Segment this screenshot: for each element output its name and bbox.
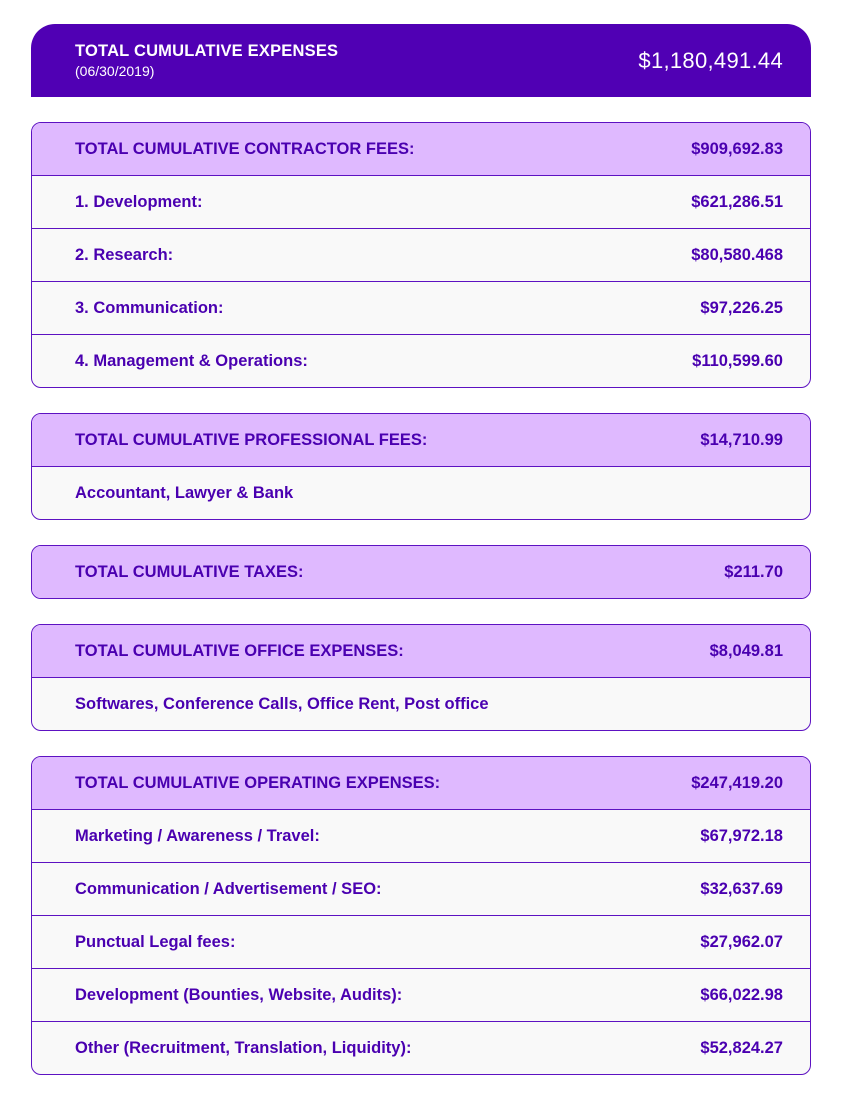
total-expenses-header (31, 24, 811, 97)
row-value: $110,599.60 (692, 351, 783, 370)
table-row (32, 228, 810, 281)
professional-fees-section (31, 413, 811, 520)
operating-expenses-section (31, 756, 811, 1075)
row-label: Other (Recruitment, Translation, Liquidity): (75, 1038, 412, 1057)
row-value: $27,962.07 (700, 932, 783, 951)
table-row (32, 334, 810, 387)
table-row (32, 1021, 810, 1074)
contractor-fees-section (31, 122, 811, 388)
row-value: $67,972.18 (700, 826, 783, 845)
row-value: $621,286.51 (691, 192, 783, 211)
row-label: 3. Communication: (75, 298, 224, 317)
row-label: 1. Development: (75, 192, 203, 211)
section-amount: $247,419.20 (691, 773, 783, 792)
section-amount: $211.70 (724, 562, 783, 581)
table-row (32, 809, 810, 862)
section-header (32, 757, 810, 809)
row-value: $66,022.98 (700, 985, 783, 1004)
section-title: TOTAL CUMULATIVE OFFICE EXPENSES: (75, 641, 404, 660)
section-title: TOTAL CUMULATIVE OPERATING EXPENSES: (75, 773, 441, 792)
section-title: TOTAL CUMULATIVE CONTRACTOR FEES: (75, 139, 415, 158)
table-row (32, 175, 810, 228)
office-expenses-section (31, 624, 811, 731)
row-label: Softwares, Conference Calls, Office Rent, Post office (75, 694, 489, 713)
table-row (32, 281, 810, 334)
row-label: Punctual Legal fees: (75, 932, 236, 951)
section-header (32, 546, 810, 598)
row-label: 2. Research: (75, 245, 174, 264)
table-row (32, 862, 810, 915)
row-label: Communication / Advertisement / SEO: (75, 879, 382, 898)
section-header (32, 625, 810, 677)
row-label: Development (Bounties, Website, Audits): (75, 985, 403, 1004)
row-value: $80,580.468 (691, 245, 783, 264)
header-title: TOTAL CUMULATIVE EXPENSES (75, 42, 339, 60)
header-date: (06/30/2019) (75, 63, 155, 79)
section-amount: $14,710.99 (700, 430, 783, 449)
section-header (32, 414, 810, 466)
section-header (32, 123, 810, 175)
header-total-amount: $1,180,491.44 (638, 47, 783, 73)
section-amount: $8,049.81 (709, 641, 783, 660)
table-row (32, 677, 810, 730)
row-label: Marketing / Awareness / Travel: (75, 826, 320, 845)
section-amount: $909,692.83 (691, 139, 783, 158)
row-value: $52,824.27 (700, 1038, 783, 1057)
row-value: $97,226.25 (700, 298, 783, 317)
table-row (32, 466, 810, 519)
header-titles (75, 42, 338, 79)
row-value: $32,637.69 (700, 879, 783, 898)
row-label: Accountant, Lawyer & Bank (75, 483, 294, 502)
taxes-section (31, 545, 811, 599)
section-title: TOTAL CUMULATIVE PROFESSIONAL FEES: (75, 430, 428, 449)
table-row (32, 968, 810, 1021)
row-label: 4. Management & Operations: (75, 351, 308, 370)
section-title: TOTAL CUMULATIVE TAXES: (75, 562, 304, 581)
table-row (32, 915, 810, 968)
